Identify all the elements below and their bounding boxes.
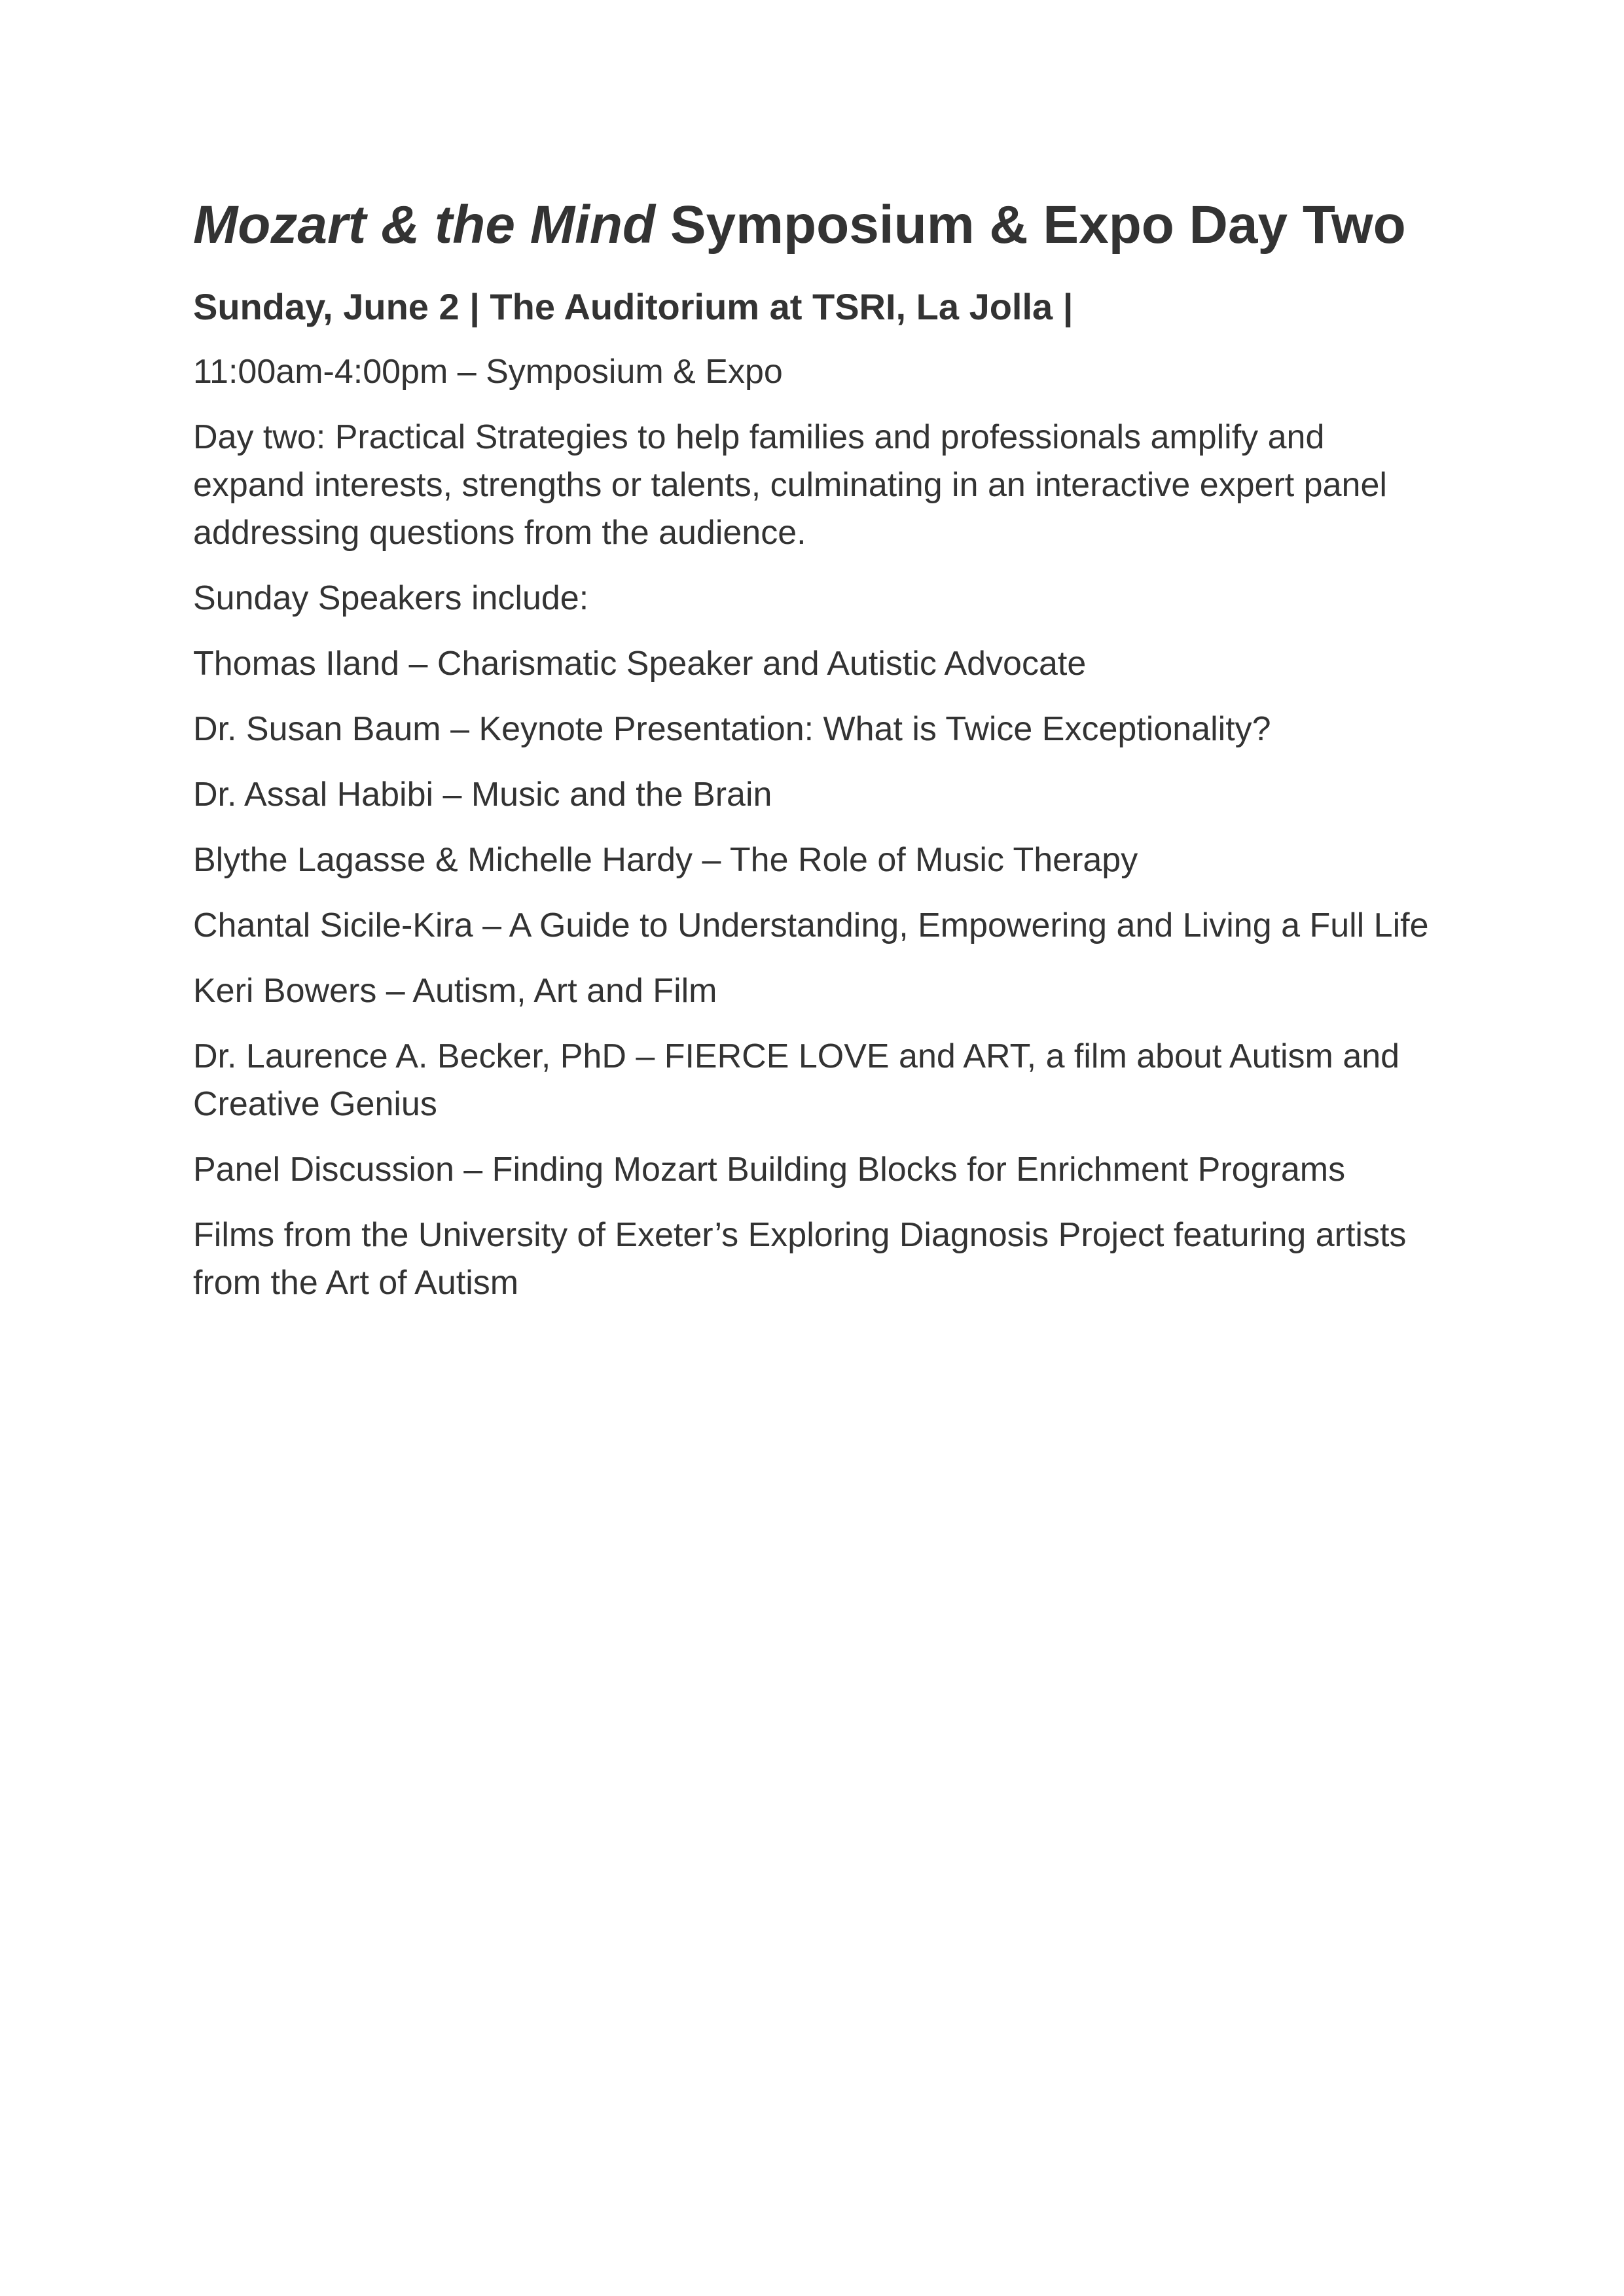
panel-discussion-item: Panel Discussion – Finding Mozart Building Blocks for Enrichment Programs bbox=[193, 1151, 1346, 1189]
title-italic-part: Mozart & the Mind bbox=[193, 195, 656, 255]
title-regular-part: Symposium & Expo Day Two bbox=[655, 195, 1406, 255]
speakers-heading: Sunday Speakers include: bbox=[193, 579, 589, 617]
films-note: Films from the University of Exeter’s Exploring Diagnosis Project featuring artists from the Art of Autism bbox=[193, 1216, 1407, 1302]
speaker-item-assal-habibi: Dr. Assal Habibi – Music and the Brain bbox=[193, 776, 772, 814]
speaker-item-thomas-iland: Thomas Iland – Charismatic Speaker and Autistic Advocate bbox=[193, 645, 1087, 683]
event-description: Day two: Practical Strategies to help families and professionals amplify and expand interests, strengths or talents, culminating in an interactive expert panel addressing questions from the audience. bbox=[193, 418, 1387, 552]
speaker-item-laurence-becker: Dr. Laurence A. Becker, PhD – FIERCE LOVE and ART, a film about Autism and Creative Genius bbox=[193, 1037, 1400, 1123]
speaker-item-chantal-sicile-kira: Chantal Sicile-Kira – A Guide to Understanding, Empowering and Living a Full Life bbox=[193, 906, 1429, 944]
event-date-location: Sunday, June 2 | The Auditorium at TSRI, La Jolla | bbox=[193, 286, 1074, 327]
speaker-item-keri-bowers: Keri Bowers – Autism, Art and Film bbox=[193, 972, 717, 1010]
event-time-line: 11:00am-4:00pm – Symposium & Expo bbox=[193, 353, 783, 391]
document-title bbox=[193, 194, 1432, 257]
speaker-item-lagasse-hardy: Blythe Lagasse & Michelle Hardy – The Role of Music Therapy bbox=[193, 841, 1138, 879]
document-content bbox=[193, 194, 1432, 1325]
speaker-item-susan-baum: Dr. Susan Baum – Keynote Presentation: What is Twice Exceptionality? bbox=[193, 710, 1271, 748]
